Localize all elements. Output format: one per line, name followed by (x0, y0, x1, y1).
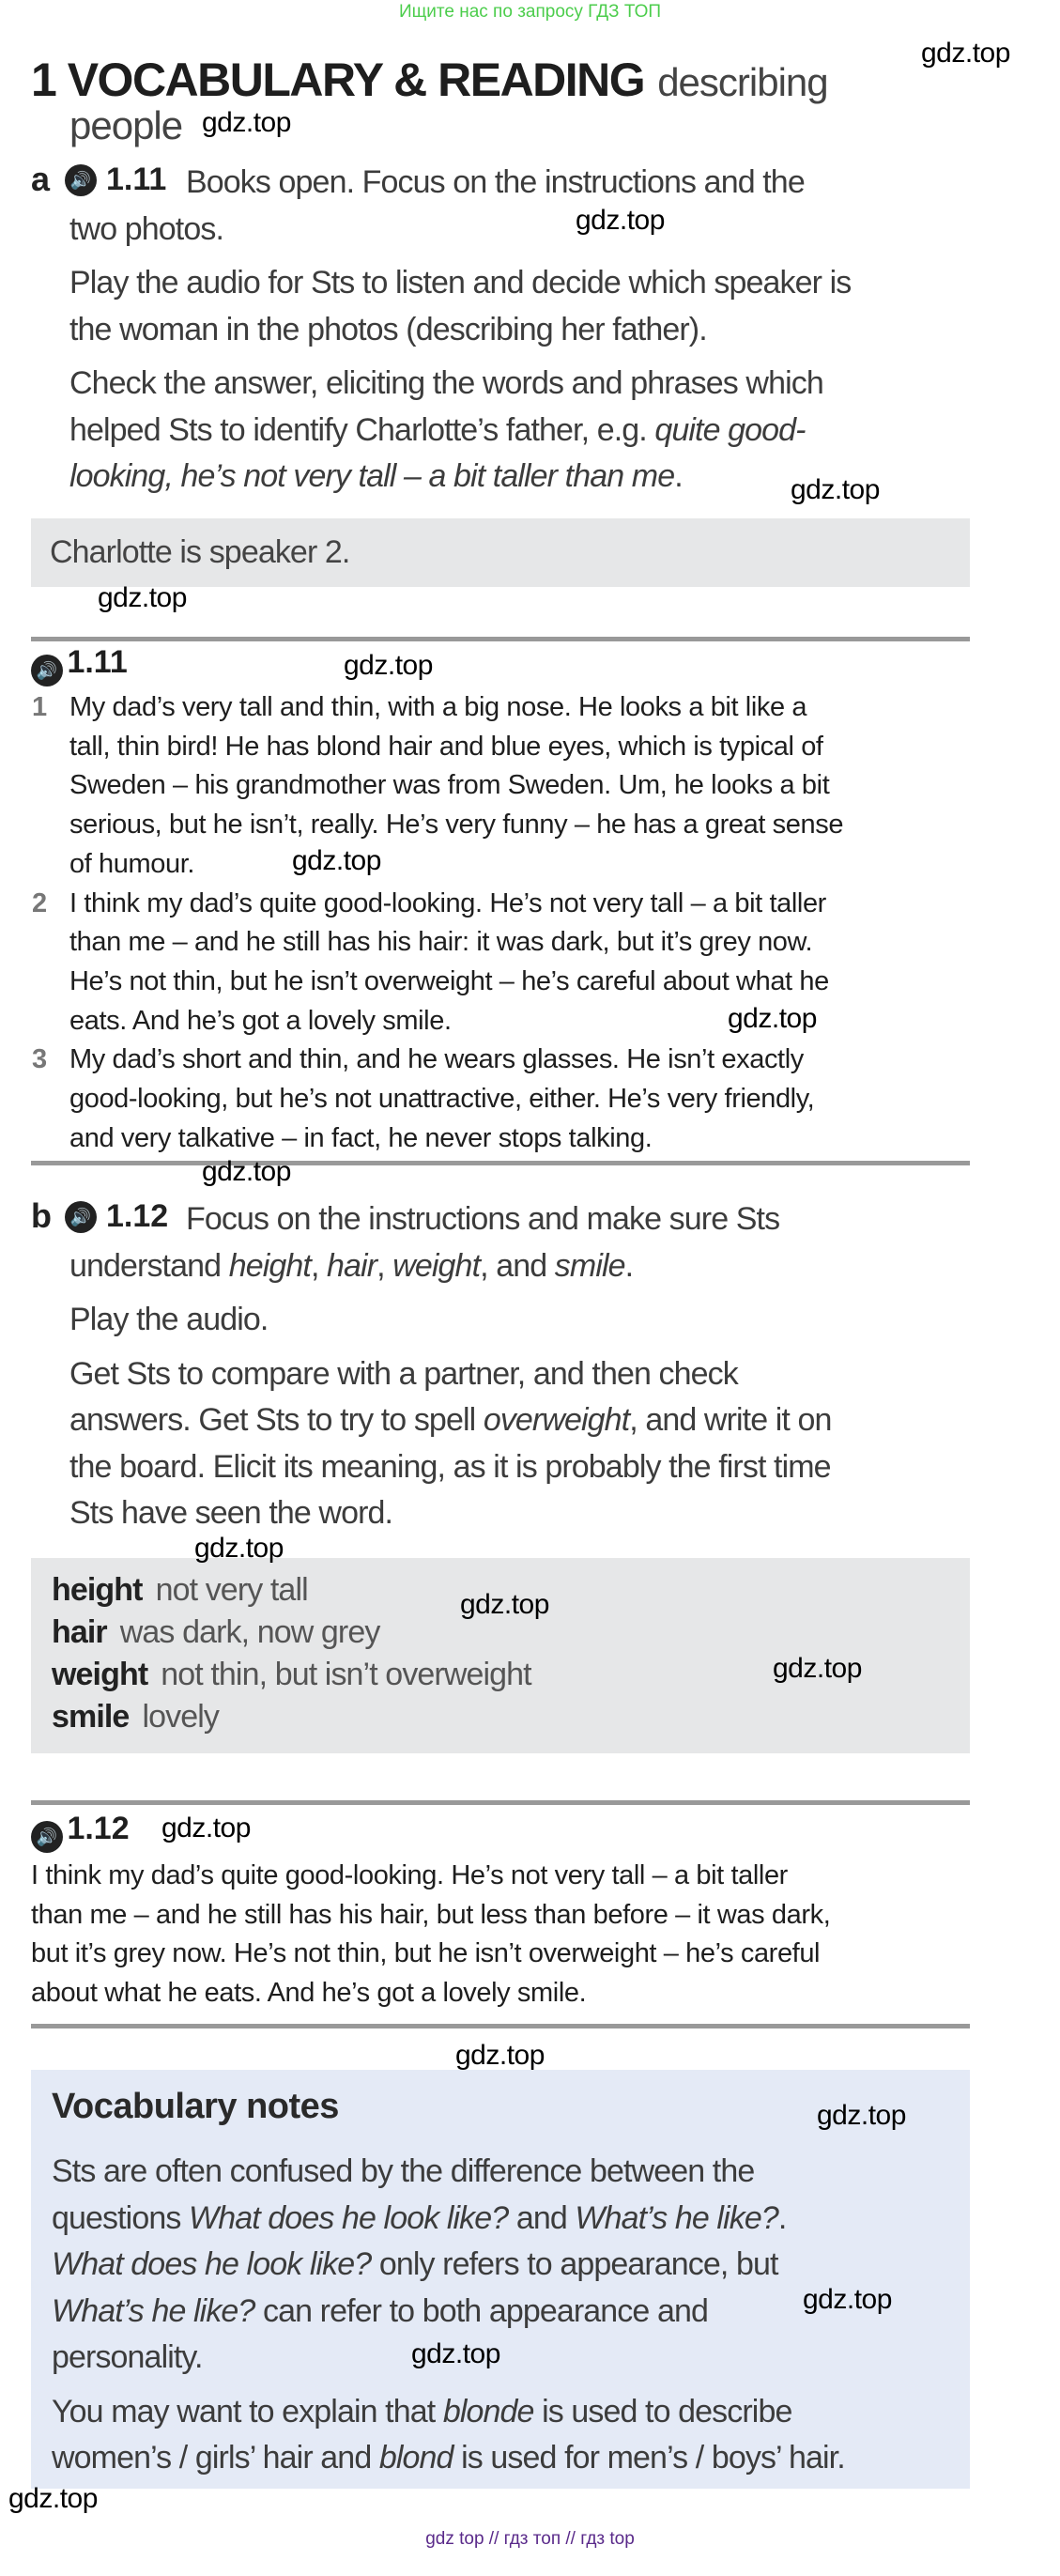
text-segment: Get Sts to compare with a partner, and then check (69, 1355, 738, 1392)
text-line (69, 1297, 832, 1344)
text-segment: personality. (52, 2339, 203, 2375)
paragraph (69, 361, 851, 501)
text-segment: What does he look like? (189, 2199, 509, 2236)
transcript-1-11 (32, 688, 844, 1158)
text-segment: weight (392, 1247, 481, 1284)
transcript-heading (31, 1811, 130, 1853)
text-segment: What’s he like? (575, 2199, 778, 2236)
vocabulary-notes-title: Vocabulary notes (52, 2087, 339, 2126)
text-segment: is used for men’s / boys’ hair. (453, 2440, 845, 2476)
watermark: gdz.top (161, 1812, 251, 1843)
answer-term: weight (52, 1657, 148, 1692)
audio-icon[interactable]: 🔊 (65, 1201, 97, 1233)
paragraph (69, 160, 851, 253)
text-segment: helped Sts to identify Charlotte’s father, e.g. (69, 411, 655, 448)
answer-row (52, 1569, 308, 1612)
answer-row (52, 1612, 379, 1654)
watermark: gdz.top (921, 38, 1010, 69)
text-segment: , and write it on (629, 1402, 832, 1438)
text-segment: blonde (442, 2393, 534, 2429)
transcript-line: eats. And he’s got a lovely smile. (69, 1005, 452, 1036)
footer-links: gdz top // гдз топ // гдз top (425, 2529, 635, 2549)
answer-value: lovely (142, 1699, 219, 1735)
answer-value: not thin, but isn’t overweight (161, 1657, 531, 1692)
text-segment: the woman in the photos (describing her father). (69, 311, 707, 347)
section-heading (31, 53, 828, 107)
transcript-line: than me – and he still has his hair, but less than before – it was dark, (31, 1899, 831, 1930)
transcript-code: 1.11 (67, 644, 128, 680)
heading-title: 1 VOCABULARY & READING (31, 54, 645, 106)
text-segment: , (310, 1247, 328, 1284)
text-segment: and (508, 2199, 576, 2236)
divider (31, 1161, 970, 1165)
text-segment: . (624, 1247, 634, 1284)
transcript-item (32, 688, 844, 885)
transcript-line: good-looking, but he’s not unattractive, either. He’s very friendly, (69, 1084, 815, 1115)
text-line (52, 2149, 845, 2196)
transcript-line: of humour. (69, 848, 195, 879)
transcript-line: than me – and he still has his hair: it was dark, but it’s grey now. (69, 927, 813, 958)
watermark: gdz.top (8, 2483, 98, 2514)
audio-code: 1.11 (106, 162, 167, 197)
text-line (69, 1444, 832, 1491)
section-b-instructions (69, 1196, 832, 1545)
vocabulary-notes-box (31, 2070, 970, 2489)
text-line (69, 1196, 832, 1243)
text-line (52, 2196, 845, 2243)
watermark: gdz.top (455, 2040, 545, 2071)
answer-term: smile (52, 1699, 130, 1735)
watermark: gdz.top (728, 1003, 817, 1034)
text-segment: answers. Get Sts to try to spell (69, 1402, 484, 1438)
text-segment: looking, he’s not very tall – a bit taller than me (69, 458, 675, 494)
transcript-line: I think my dad’s quite good-looking. He’s not very tall – a bit taller (69, 887, 826, 918)
section-letter: a (31, 160, 51, 198)
text-line (69, 408, 851, 455)
watermark: gdz.top (576, 205, 665, 236)
text-segment: What’s he like? (52, 2292, 255, 2329)
text-segment: Books open. Focus on the instructions and the (186, 164, 805, 200)
text-line (69, 1243, 832, 1290)
text-line (69, 1351, 832, 1398)
text-segment: Sts are often confused by the difference between the (52, 2153, 755, 2189)
watermark: gdz.top (202, 1156, 291, 1187)
text-segment: Play the audio for Sts to listen and decide which speaker is (69, 265, 852, 301)
transcript-line: but it’s grey now. He’s not thin, but he isn’t overweight – he’s careful (31, 1938, 821, 1969)
text-segment: hair (327, 1247, 377, 1284)
text-segment: Check the answer, eliciting the words and phrases which (69, 365, 823, 401)
transcript-item (32, 1041, 843, 1158)
text-segment: only refers to appearance, but (371, 2246, 778, 2282)
transcript-line: Sweden – his grandmother was from Sweden. Um, he looks a bit (69, 770, 830, 801)
watermark: gdz.top (344, 650, 433, 681)
text-segment: Play the audio. (69, 1302, 269, 1337)
divider (31, 637, 970, 641)
transcript-heading (31, 644, 128, 686)
watermark: gdz.top (292, 845, 381, 876)
text-segment: questions (52, 2199, 189, 2236)
audio-code: 1.12 (106, 1198, 169, 1234)
text-segment: smile (554, 1247, 625, 1284)
text-line (52, 2389, 845, 2436)
watermark: gdz.top (817, 2100, 906, 2131)
text-line (52, 2289, 845, 2336)
answer-box (31, 518, 970, 587)
text-segment: What does he look like? (52, 2246, 372, 2282)
text-line (52, 2242, 845, 2289)
text-segment: can refer to both appearance and (254, 2292, 708, 2329)
paragraph (69, 1297, 832, 1344)
text-segment: , (376, 1247, 393, 1284)
text-line (69, 160, 851, 207)
text-segment: You may want to explain that (52, 2393, 443, 2429)
text-segment: overweight (483, 1402, 630, 1438)
text-segment: height (228, 1247, 311, 1284)
text-segment: understand (69, 1247, 229, 1284)
transcript-line: My dad’s very tall and thin, with a big nose. He looks a bit like a (69, 692, 807, 722)
text-line (69, 207, 851, 254)
text-segment: . (674, 458, 683, 494)
watermark: gdz.top (411, 2338, 500, 2369)
answer-term: hair (52, 1614, 107, 1650)
transcript-code: 1.12 (67, 1811, 130, 1846)
item-number: 1 (32, 692, 47, 722)
watermark: gdz.top (98, 582, 187, 613)
transcript-1-12 (31, 1857, 830, 2013)
watermark: gdz.top (194, 1533, 284, 1564)
text-segment: the board. Elicit its meaning, as it is probably the first time (69, 1448, 831, 1485)
audio-icon[interactable]: 🔊 (65, 164, 97, 196)
watermark: gdz.top (803, 2284, 892, 2315)
audio-icon[interactable]: 🔊 (31, 655, 63, 686)
text-segment: blond (378, 2440, 453, 2476)
item-number: 3 (32, 1044, 47, 1075)
transcript-line: and very talkative – in fact, he never stops talking. (69, 1122, 653, 1153)
text-line (69, 1490, 832, 1537)
text-segment: Focus on the instructions and make sure Sts (186, 1201, 780, 1237)
divider (31, 1800, 970, 1805)
paragraph (69, 260, 851, 353)
section-letter: b (31, 1196, 52, 1235)
text-line (69, 361, 851, 408)
text-segment: , and (480, 1247, 555, 1284)
watermark: gdz.top (773, 1653, 862, 1684)
vocabulary-notes-text (52, 2149, 845, 2490)
paragraph (69, 1351, 832, 1537)
answer-row (52, 1654, 531, 1696)
transcript-line: about what he eats. And he’s got a lovely smile. (31, 1978, 587, 2009)
answer-value: was dark, now grey (119, 1614, 380, 1650)
heading-subtitle-cont: people (69, 103, 183, 147)
transcript-line: I think my dad’s quite good-looking. He’s not very tall – a bit taller (31, 1860, 788, 1890)
answer-text: Charlotte is speaker 2. (50, 534, 350, 570)
text-line (69, 260, 851, 307)
transcript-line: tall, thin bird! He has blond hair and blue eyes, which is typical of (69, 731, 823, 762)
text-line (69, 454, 851, 501)
text-segment: women’s / girls’ hair and (52, 2440, 379, 2476)
text-segment: quite good- (654, 411, 806, 448)
paragraph (52, 2389, 845, 2482)
answer-row (52, 1696, 219, 1738)
watermark: gdz.top (202, 107, 291, 138)
section-a-instructions (69, 160, 851, 508)
answer-term: height (52, 1572, 143, 1608)
text-line (69, 1397, 832, 1444)
text-line (52, 2435, 845, 2482)
watermark: gdz.top (460, 1589, 549, 1620)
audio-icon[interactable]: 🔊 (31, 1821, 63, 1853)
divider (31, 2024, 970, 2028)
watermark: gdz.top (791, 474, 880, 505)
answer-value: not very tall (155, 1572, 308, 1608)
item-number: 2 (32, 887, 47, 918)
text-line (69, 307, 851, 354)
heading-subtitle: describing (657, 60, 828, 104)
text-segment: . (777, 2199, 787, 2236)
text-segment: two photos. (69, 210, 223, 247)
top-search-note: Ищите нас по запросу ГДЗ ТОП (398, 2, 662, 22)
transcript-line: serious, but he isn’t, really. He’s very funny – he has a great sense (69, 810, 844, 841)
text-segment: Sts have seen the word. (69, 1495, 393, 1531)
transcript-line: My dad’s short and thin, and he wears glasses. He isn’t exactly (69, 1044, 804, 1075)
paragraph (69, 1196, 832, 1289)
text-segment: is used to describe (533, 2393, 792, 2429)
transcript-line: He’s not thin, but he isn’t overweight – he’s careful about what he (69, 965, 829, 996)
